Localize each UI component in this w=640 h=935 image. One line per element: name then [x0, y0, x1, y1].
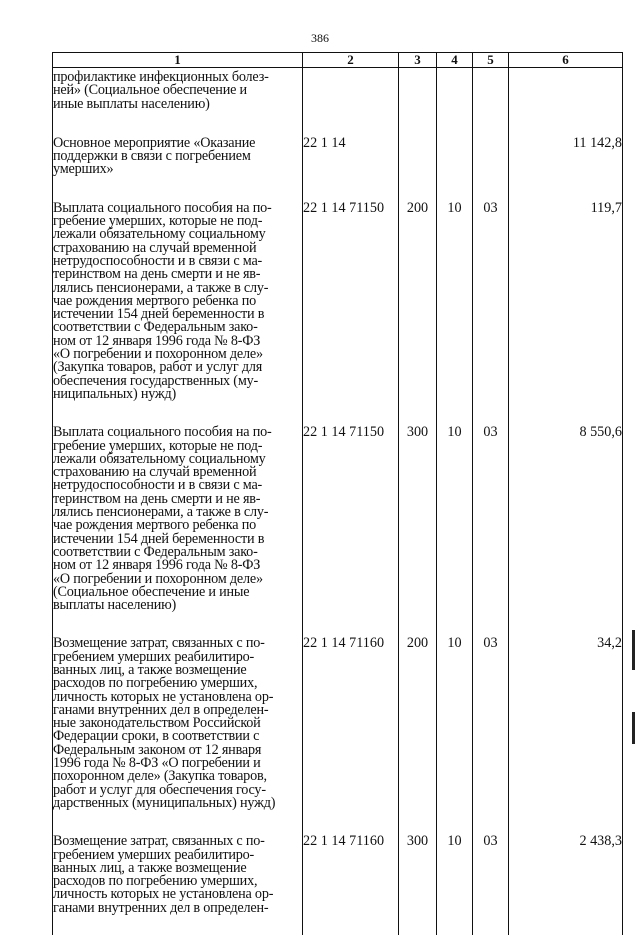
- item-name-line: Выплата социального пособия на по-: [53, 424, 272, 441]
- item-name-line: ванных лиц, а также возмещение: [53, 859, 247, 876]
- item-name: [53, 635, 303, 833]
- item-name-line: лялись пенсионерами, а также в слу-: [53, 504, 269, 521]
- scan-edge-mark: [632, 712, 635, 744]
- expense-type: 200: [399, 635, 437, 833]
- item-name: [53, 833, 303, 935]
- item-name-line: выплаты населению): [53, 597, 177, 614]
- section: [437, 135, 473, 200]
- item-name-line: ванных лиц, а также возмещение: [53, 661, 247, 678]
- column-header-pr: 5: [473, 53, 509, 68]
- amount: 2 438,3: [509, 833, 623, 935]
- amount: 119,7: [509, 200, 623, 424]
- subsection: [473, 135, 509, 200]
- item-name-line: (Закупка товаров, работ и услуг для: [53, 359, 263, 376]
- amount: 8 550,6: [509, 424, 623, 635]
- table-header-row: [53, 53, 623, 68]
- item-name-line: соответствии с Федеральным зако-: [53, 543, 258, 560]
- item-name-line: ганами внутренних дел в определен-: [53, 701, 269, 718]
- budget-table: [52, 52, 623, 935]
- item-name: [53, 200, 303, 424]
- item-name-line: расходов по погребению умерших,: [53, 675, 258, 692]
- item-name-line: ниципальных) нужд): [53, 385, 177, 402]
- item-name-line: личность которых не установлена ор-: [53, 886, 274, 903]
- page-number: 386: [311, 31, 329, 45]
- item-name-line: лялись пенсионерами, а также в слу-: [53, 279, 269, 296]
- item-name-line: (Социальное обеспечение и иные: [53, 583, 250, 600]
- item-name-line: работ и услуг для обеспечения госу-: [53, 781, 266, 798]
- item-name-line: чае рождения мертвого ребенка по: [53, 292, 256, 309]
- item-name-line: лежали обязательному социальному: [53, 226, 266, 243]
- item-name-line: страхованию на случай временной: [53, 464, 257, 481]
- item-name-line: похоронном деле» (Закупка товаров,: [53, 768, 267, 785]
- amount: 11 142,8: [509, 135, 623, 200]
- amount: 34,2: [509, 635, 623, 833]
- item-name-line: Возмещение затрат, связанных с по-: [53, 833, 265, 850]
- item-name-line: гребение умерших, которые не под-: [53, 213, 263, 230]
- budget-code: [303, 68, 399, 135]
- item-name-line: ные законодательством Российской: [53, 715, 261, 732]
- budget-code: 22 1 14 71160: [303, 635, 399, 833]
- expense-type: [399, 68, 437, 135]
- column-header-rz: 4: [437, 53, 473, 68]
- item-name-line: 1996 года № 8-ФЗ «О погребении и: [53, 755, 261, 772]
- item-name-line: страхованию на случай временной: [53, 239, 257, 256]
- table-row: [53, 135, 623, 200]
- item-name-line: «О погребении и похоронном деле»: [53, 346, 263, 363]
- item-name-line: умерших»: [53, 161, 114, 178]
- table-row: [53, 424, 623, 635]
- item-name-line: Выплата социального пособия на по-: [53, 199, 272, 216]
- item-name: [53, 135, 303, 200]
- item-name-line: теринством на день смерти и не яв-: [53, 266, 261, 283]
- column-header-code: 2: [303, 53, 399, 68]
- item-name-line: чае рождения мертвого ребенка по: [53, 517, 256, 534]
- item-name-line: гребением умерших реабилитиро-: [53, 648, 255, 665]
- item-name-line: ней» (Социальное обеспечение и: [53, 82, 247, 99]
- item-name-line: Основное мероприятие «Оказание: [53, 134, 256, 151]
- subsection: 03: [473, 635, 509, 833]
- budget-code: 22 1 14 71150: [303, 200, 399, 424]
- item-name-line: Возмещение затрат, связанных с по-: [53, 635, 265, 652]
- item-name-line: истечении 154 дней беременности в: [53, 530, 265, 547]
- subsection: 03: [473, 424, 509, 635]
- item-name-line: личность которых не установлена ор-: [53, 688, 274, 705]
- section: 10: [437, 424, 473, 635]
- section: 10: [437, 200, 473, 424]
- item-name-line: истечении 154 дней беременности в: [53, 306, 265, 323]
- item-name-line: нетрудоспособности и в связи с ма-: [53, 252, 263, 269]
- column-header-vr: 3: [399, 53, 437, 68]
- item-name-line: Федерации сроки, в соответствии с: [53, 728, 260, 745]
- table-row: [53, 200, 623, 424]
- subsection: 03: [473, 200, 509, 424]
- budget-code: 22 1 14 71150: [303, 424, 399, 635]
- item-name-line: гребение умерших, которые не под-: [53, 437, 263, 454]
- item-name-line: иные выплаты населению): [53, 95, 210, 112]
- item-name-line: «О погребении и похоронном деле»: [53, 570, 263, 587]
- item-name: [53, 424, 303, 635]
- item-name-line: нетрудоспособности и в связи с ма-: [53, 477, 263, 494]
- table-row: [53, 833, 623, 935]
- item-name-line: лежали обязательному социальному: [53, 450, 266, 467]
- table-row: [53, 635, 623, 833]
- expense-type: 300: [399, 424, 437, 635]
- item-name-line: расходов по погребению умерших,: [53, 873, 258, 890]
- item-name-line: ганами внутренних дел в определен-: [53, 899, 269, 916]
- item-name: [53, 68, 303, 135]
- subsection: 03: [473, 833, 509, 935]
- item-name-line: профилактике инфекционных болез-: [53, 69, 269, 85]
- budget-code: 22 1 14 71160: [303, 833, 399, 935]
- expense-type: [399, 135, 437, 200]
- item-name-line: обеспечения государственных (му-: [53, 372, 259, 389]
- item-name-line: ном от 12 января 1996 года № 8-ФЗ: [53, 557, 261, 574]
- item-name-line: гребением умерших реабилитиро-: [53, 846, 255, 863]
- column-header-name: 1: [53, 53, 303, 68]
- subsection: [473, 68, 509, 135]
- item-name-line: ном от 12 января 1996 года № 8-ФЗ: [53, 332, 261, 349]
- item-name-line: Федеральным законом от 12 января: [53, 741, 262, 758]
- column-header-sum: 6: [509, 53, 623, 68]
- section: 10: [437, 635, 473, 833]
- item-name-line: теринством на день смерти и не яв-: [53, 490, 261, 507]
- budget-code: 22 1 14: [303, 135, 399, 200]
- section: [437, 68, 473, 135]
- amount: [509, 68, 623, 135]
- scan-edge-mark: [632, 630, 635, 670]
- table-row: [53, 68, 623, 135]
- item-name-line: соответствии с Федеральным зако-: [53, 319, 258, 336]
- item-name-line: поддержки в связи с погребением: [53, 148, 251, 165]
- item-name-line: дарственных (муниципальных) нужд): [53, 794, 276, 811]
- expense-type: 300: [399, 833, 437, 935]
- section: 10: [437, 833, 473, 935]
- expense-type: 200: [399, 200, 437, 424]
